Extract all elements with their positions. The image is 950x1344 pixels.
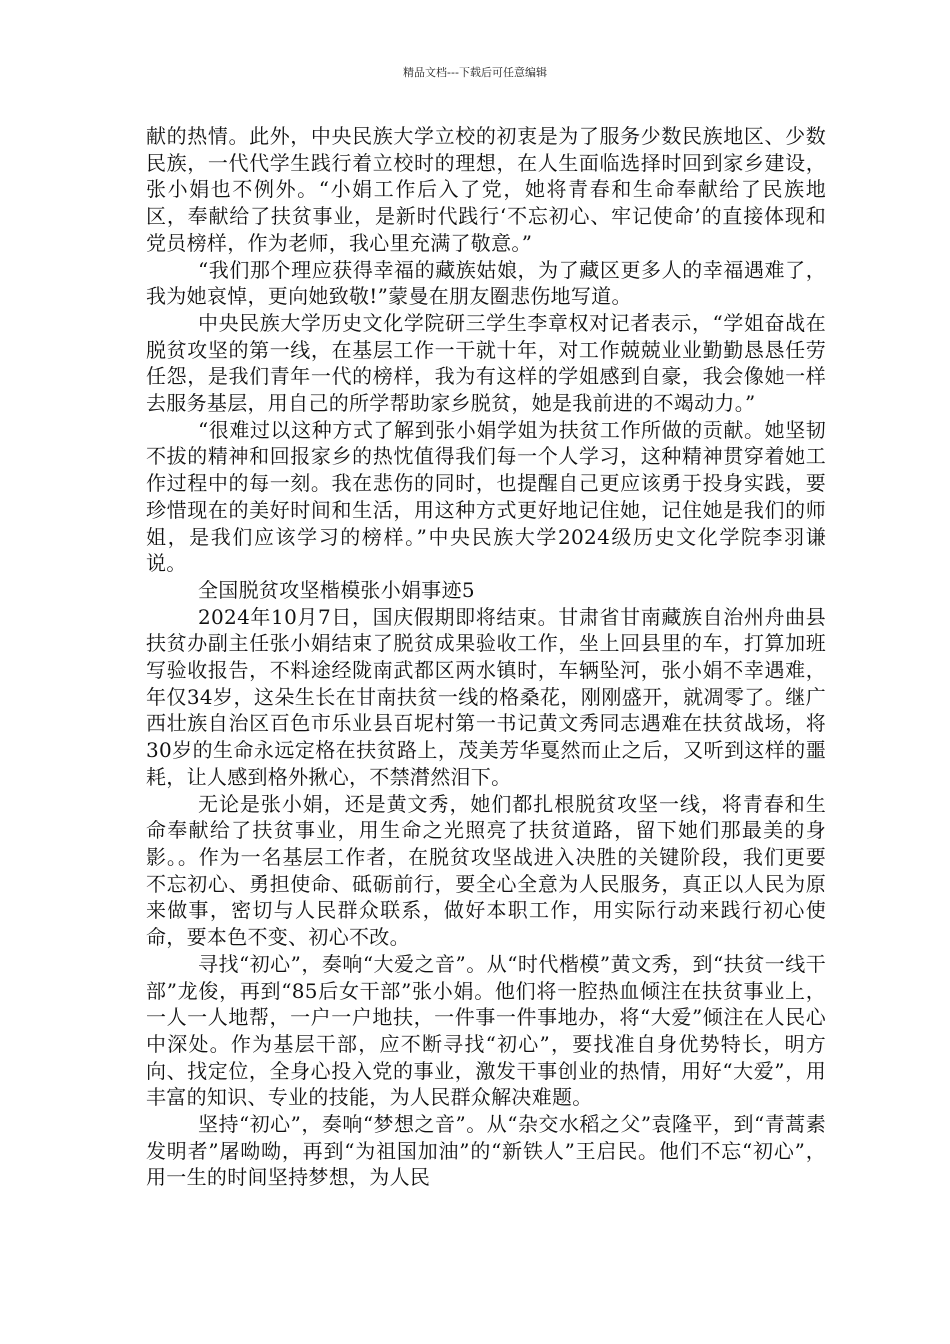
section-heading: 全国脱贫攻坚楷模张小娟事迹5 [198, 577, 475, 602]
paragraph-8: 寻找“初心”，奏响“大爱之音”。从“时代楷模”黄文秀，到“扶贫一线干部”龙俊，再到“85后女干部”张小娟。他们将一腔热血倾注在扶贫事业上，一人一人地帮，一户一户地扶，一件事一件事地办，将“大爱”倾注在人民心中深处。作为基层干部，应不断寻找“初心”，要找准自身优势特长，明方向、找定位，全身心投入党的事业，激发干事创业的热情，用好“大爱”，用丰富的知识、专业的技能，为人民群众解决难题。 [146, 951, 826, 1110]
paragraph-9: 坚持“初心”，奏响“梦想之音”。从“杂交水稻之父”袁隆平，到“青蒿素发明者”屠呦呦，再到“为祖国加油”的“新铁人”王启民。他们不忘“初心”，用一生的时间坚持梦想，为人民 [146, 1112, 826, 1190]
page-header: 精品文档---下载后可任意编辑 [403, 66, 547, 79]
paragraph-3: 中央民族大学历史文化学院研三学生李章权对记者表示，“学姐奋战在脱贫攻坚的第一线，在基层工作一干就十年，对工作兢兢业业勤勤恳恳任劳任怨，是我们青年一代的榜样，我为有这样的学姐感到自豪，我会像她一样去服务基层，用自己的所学帮助家乡脱贫，她是我前进的不竭动力。” [146, 310, 826, 416]
paragraph-6: 2024年10月7日，国庆假期即将结束。甘肃省甘南藏族自治州舟曲县扶贫办副主任张小娟结束了脱贫成果验收工作，坐上回县里的车，打算加班写验收报告，不料途经陇南武都区两水镇时，车辆坠河，张小娟不幸遇难，年仅34岁，这朵生长在甘南扶贫一线的格桑花，刚刚盛开，就凋零了。继广西壮族自治区百色市乐业县百坭村第一书记黄文秀同志遇难在扶贫战场，将30岁的生命永远定格在扶贫路上，茂美芳华戛然而止之后，又听到这样的噩耗，让人感到格外揪心，不禁潸然泪下。 [146, 604, 826, 789]
paragraph-4: “很难过以这种方式了解到张小娟学姐为扶贫工作所做的贡献。她坚韧不拔的精神和回报家乡的热忱值得我们每一个人学习，这种精神贯穿着她工作过程中的每一刻。我在悲伤的同时，也提醒自己更应该勇于投身实践，要珍惜现在的美好时间和生活，用这种方式更好地记住她，记住她是我们的师姐，是我们应该学习的榜样。”中央民族大学2024级历史文化学院李羽谦说。 [146, 417, 826, 576]
paragraph-2: “我们那个理应获得幸福的藏族姑娘，为了藏区更多人的幸福遇难了，我为她哀悼，更向她致敬!”蒙曼在朋友圈悲伤地写道。 [146, 257, 826, 309]
paragraph-7: 无论是张小娟，还是黄文秀，她们都扎根脱贫攻坚一线，将青春和生命奉献给了扶贫事业，用生命之光照亮了扶贫道路，留下她们那最美的身影。。作为一名基层工作者，在脱贫攻坚战进入决胜的关键阶段，我们更要不忘初心、勇担使命、砥砺前行，要全心全意为人民服务，真正以人民为原来做事，密切与人民群众联系，做好本职工作，用实际行动来践行初心使命，要本色不变、初心不改。 [146, 791, 826, 950]
paragraph-1: 献的热情。此外，中央民族大学立校的初衷是为了服务少数民族地区、少数民族，一代代学生践行着立校时的理想，在人生面临选择时回到家乡建设，张小娟也不例外。“小娟工作后入了党，她将青春和生命奉献给了民族地区，奉献给了扶贫事业，是新时代践行‘不忘初心、牢记使命’的直接体现和党员榜样，作为老师，我心里充满了敬意。” [146, 124, 826, 255]
document-body [146, 123, 826, 1191]
